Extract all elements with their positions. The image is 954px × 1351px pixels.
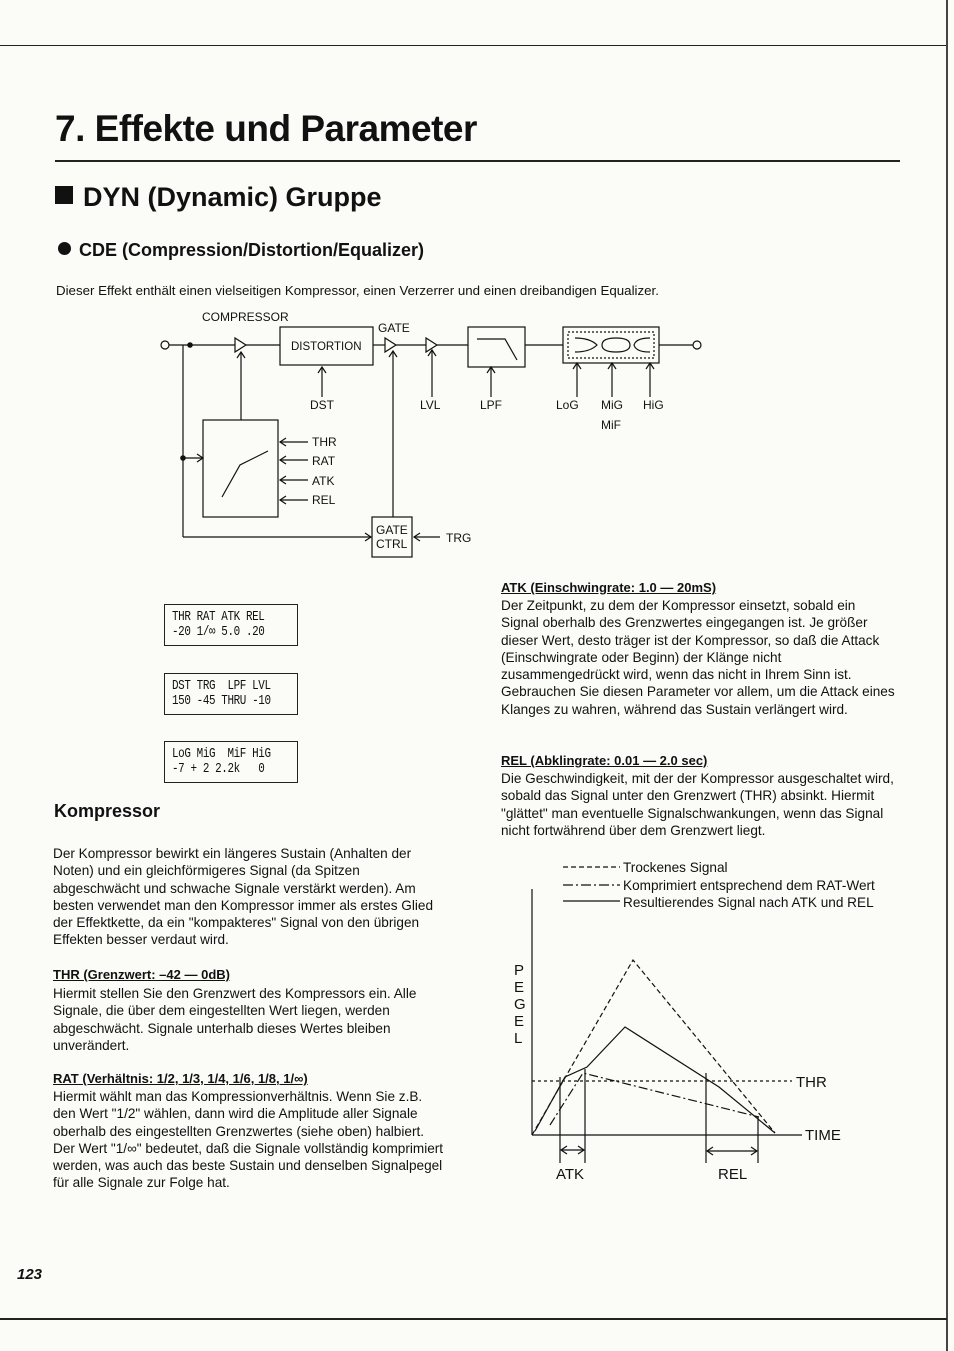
- label-atk: ATK: [312, 474, 335, 488]
- rat-body: Hiermit wählt man das Kompressionverhältnis. Wenn Sie z.B. den Wert "1/2" wählen, dann wird die Amplitude aller Signale oberhalb des eingestellten Grenzwertes (siehe oben) halbiert. Der Wert "1/∞" bedeutet, daß die Signale vollständig komprimiert werden, was auch das beste Sustain und denselben Signalpegel für alle Signale zur Folge hat.: [53, 1089, 444, 1191]
- legend-res: Resultierendes Signal nach ATK und REL: [623, 895, 874, 910]
- legend-comp: Komprimiert entsprechend dem RAT-Wert: [623, 878, 875, 893]
- label-mig: MiG: [601, 398, 623, 412]
- rel-body: Die Geschwindigkeit, mit der der Kompressor ausgeschaltet wird, sobald das Signal unter den Grenzwert (THR) absinkt. Hiermit "glättet" man eventuelle Signalschwankungen, wenn das Signal nicht fortwährend über dem Grenzwert liegt.: [501, 771, 894, 838]
- graph-thr-label: THR: [796, 1074, 827, 1091]
- kompressor-heading: Kompressor: [54, 801, 161, 821]
- lcd-display-1: [164, 604, 298, 646]
- right-edge: [946, 0, 948, 1351]
- title-rule: [55, 160, 900, 162]
- lcd-line: THR RAT ATK REL: [172, 609, 265, 625]
- legend-dry: Trockenes Signal: [623, 860, 728, 875]
- label-gate: GATE: [378, 321, 410, 335]
- pegel-letter: E: [514, 979, 525, 996]
- subsection-heading: [58, 240, 424, 261]
- thr-heading: THR (Grenzwert: –42 — 0dB): [53, 967, 230, 982]
- label-log: LoG: [556, 398, 579, 412]
- graph-pegel-label: [514, 962, 526, 1047]
- pegel-letter: P: [514, 962, 525, 979]
- atk-heading: ATK (Einschwingrate: 1.0 — 20mS): [501, 580, 717, 595]
- label-hig: HiG: [643, 398, 664, 412]
- thr-body: Hiermit stellen Sie den Grenzwert des Kompressors ein. Alle Signale, die über dem eingestellten Wert liegen, werden abgeschwächt. Signale unterhalb dieses Wertes bleiben unverändert.: [53, 986, 417, 1053]
- page-title: 7. Effekte und Parameter: [55, 108, 477, 149]
- lcd-line: -20 1/∞ 5.0 .20: [172, 624, 265, 640]
- round-bullet-icon: [58, 242, 71, 255]
- square-bullet-icon: [55, 186, 73, 204]
- graph-atk-label: ATK: [556, 1166, 585, 1183]
- label-rat: RAT: [312, 454, 336, 468]
- label-distortion: DISTORTION: [291, 341, 362, 353]
- label-lpf: LPF: [480, 398, 503, 412]
- label-thr: THR: [312, 435, 337, 449]
- label-trg: TRG: [446, 531, 472, 545]
- top-rule: [0, 45, 947, 46]
- block-diagram: [150, 305, 710, 565]
- label-mif: MiF: [601, 418, 621, 432]
- section-title: DYN (Dynamic) Gruppe: [83, 182, 382, 212]
- section-heading: [55, 182, 382, 213]
- lcd-display-2: [164, 673, 298, 715]
- pegel-letter: E: [514, 1013, 525, 1030]
- graph-rel-label: REL: [718, 1166, 748, 1183]
- label-gate-ctrl-1: GATE: [376, 523, 408, 537]
- lcd-line: 150 -45 THRU -10: [172, 693, 271, 709]
- label-dst: DST: [310, 398, 334, 412]
- page-number: 123: [17, 1266, 43, 1283]
- rat-heading: RAT (Verhältnis: 1/2, 1/3, 1/4, 1/6, 1/8, 1/∞): [53, 1071, 308, 1086]
- lcd-line: DST TRG LPF LVL: [172, 678, 271, 694]
- kompressor-body: Der Kompressor bewirkt ein längeres Sustain (Anhalten der Noten) und ein gleichförmigeres Signal (da Spitzen abgeschwächt und schwache Signale verstärkt werden). Am besten verwendet man den Kompressor immer als erstes Glied der Effektkette, da ein "kompakteres" Signal von den übrigen Effekten besser verdaut wird.: [53, 846, 434, 948]
- rel-heading: REL (Abklingrate: 0.01 — 2.0 sec): [501, 753, 708, 768]
- label-rel: REL: [312, 493, 336, 507]
- pegel-letter: G: [514, 996, 526, 1013]
- intro-text: Dieser Effekt enthält einen vielseitigen Kompressor, einen Verzerrer und einen dreibandigen Equalizer.: [56, 283, 659, 298]
- pegel-letter: L: [514, 1030, 523, 1047]
- graph-time-label: TIME: [805, 1127, 841, 1144]
- label-gate-ctrl-2: CTRL: [376, 537, 408, 551]
- atk-body: Der Zeitpunkt, zu dem der Kompressor einsetzt, sobald ein Signal oberhalb des Grenzwertes eingegangen ist. Je größer dieser Wert, desto träger ist der Kompressor, so daß die Attack (Einschwingrate oder Beginn) der Klänge nicht zusammengedrückt wird, wenn das nicht in Ihrem Sinn ist. Gebrauchen Sie diesen Parameter vor allem, um die Attack eines Klanges zu wahren, während das Sustain verlängert wird.: [501, 598, 895, 717]
- subsection-title: CDE (Compression/Distortion/Equalizer): [79, 240, 425, 260]
- label-compressor: COMPRESSOR: [202, 310, 289, 324]
- label-lvl: LVL: [420, 398, 441, 412]
- lcd-line: -7 + 2 2.2k 0: [172, 761, 265, 777]
- lcd-line: LoG MiG MiF HiG: [172, 746, 271, 762]
- bottom-rule: [0, 1318, 947, 1320]
- lcd-display-3: [164, 741, 298, 783]
- envelope-graph: [505, 855, 900, 1190]
